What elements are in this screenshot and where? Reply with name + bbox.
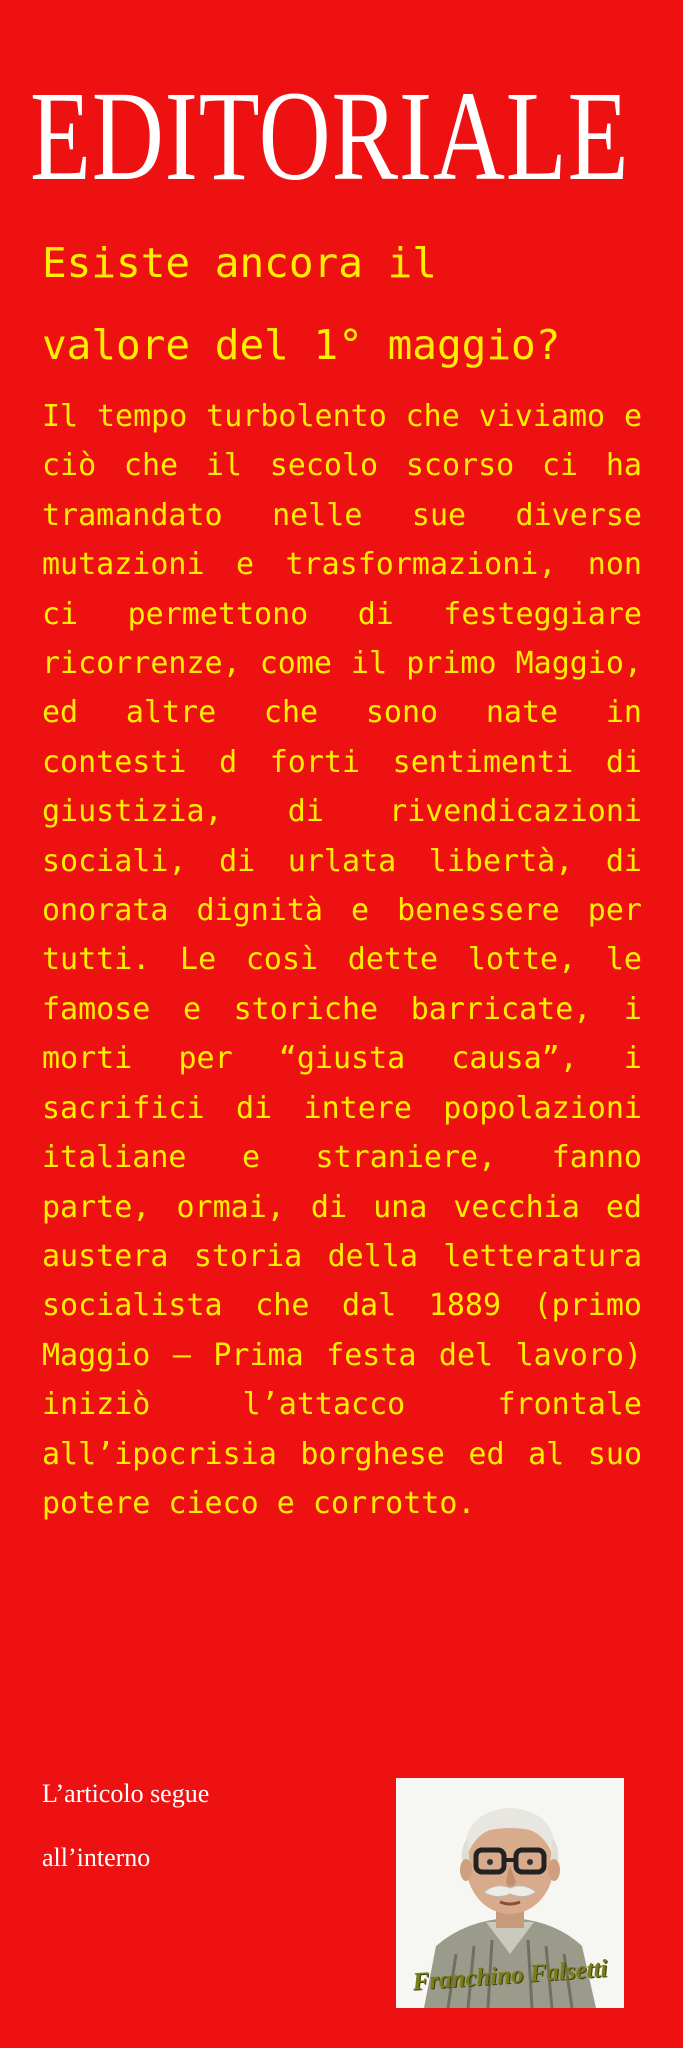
continued-notice[interactable] <box>42 1762 342 1890</box>
continued-line-2: all’interno <box>42 1843 151 1872</box>
editorial-subtitle: Esiste ancora il valore del 1° maggio? <box>42 239 561 369</box>
author-portrait <box>396 1778 624 2008</box>
author-signature: Franchino Falsetti <box>411 1955 609 1996</box>
page-title: EDITORIALE <box>30 65 630 207</box>
article-body: Il tempo turbolento che viviamo e ciò che il secolo scorso ci ha tramandato nelle sue diverse mutazioni e trasformazioni, non ci permettono di festeggiare ricorrenze, come il primo Maggio, ed altre che sono nate in contesti d forti sentimenti di giustizia, di rivendicazioni sociali, di urlata libertà, di onorata dignità e benessere per tutti. Le così dette lotte, le famose e storiche barricate, i morti per “giusta causa”, i sacrifici di intere popolazioni italiane e straniere, fanno parte, ormai, di una vecchia ed austera storia della letteratura socialista che dal 1889 (primo Maggio – Prima festa del lavoro) iniziò l’attacco frontale all’ipocrisia borghese ed al suo potere cieco e corrotto. <box>42 399 642 1521</box>
continued-line-1: L’articolo segue <box>42 1779 210 1808</box>
